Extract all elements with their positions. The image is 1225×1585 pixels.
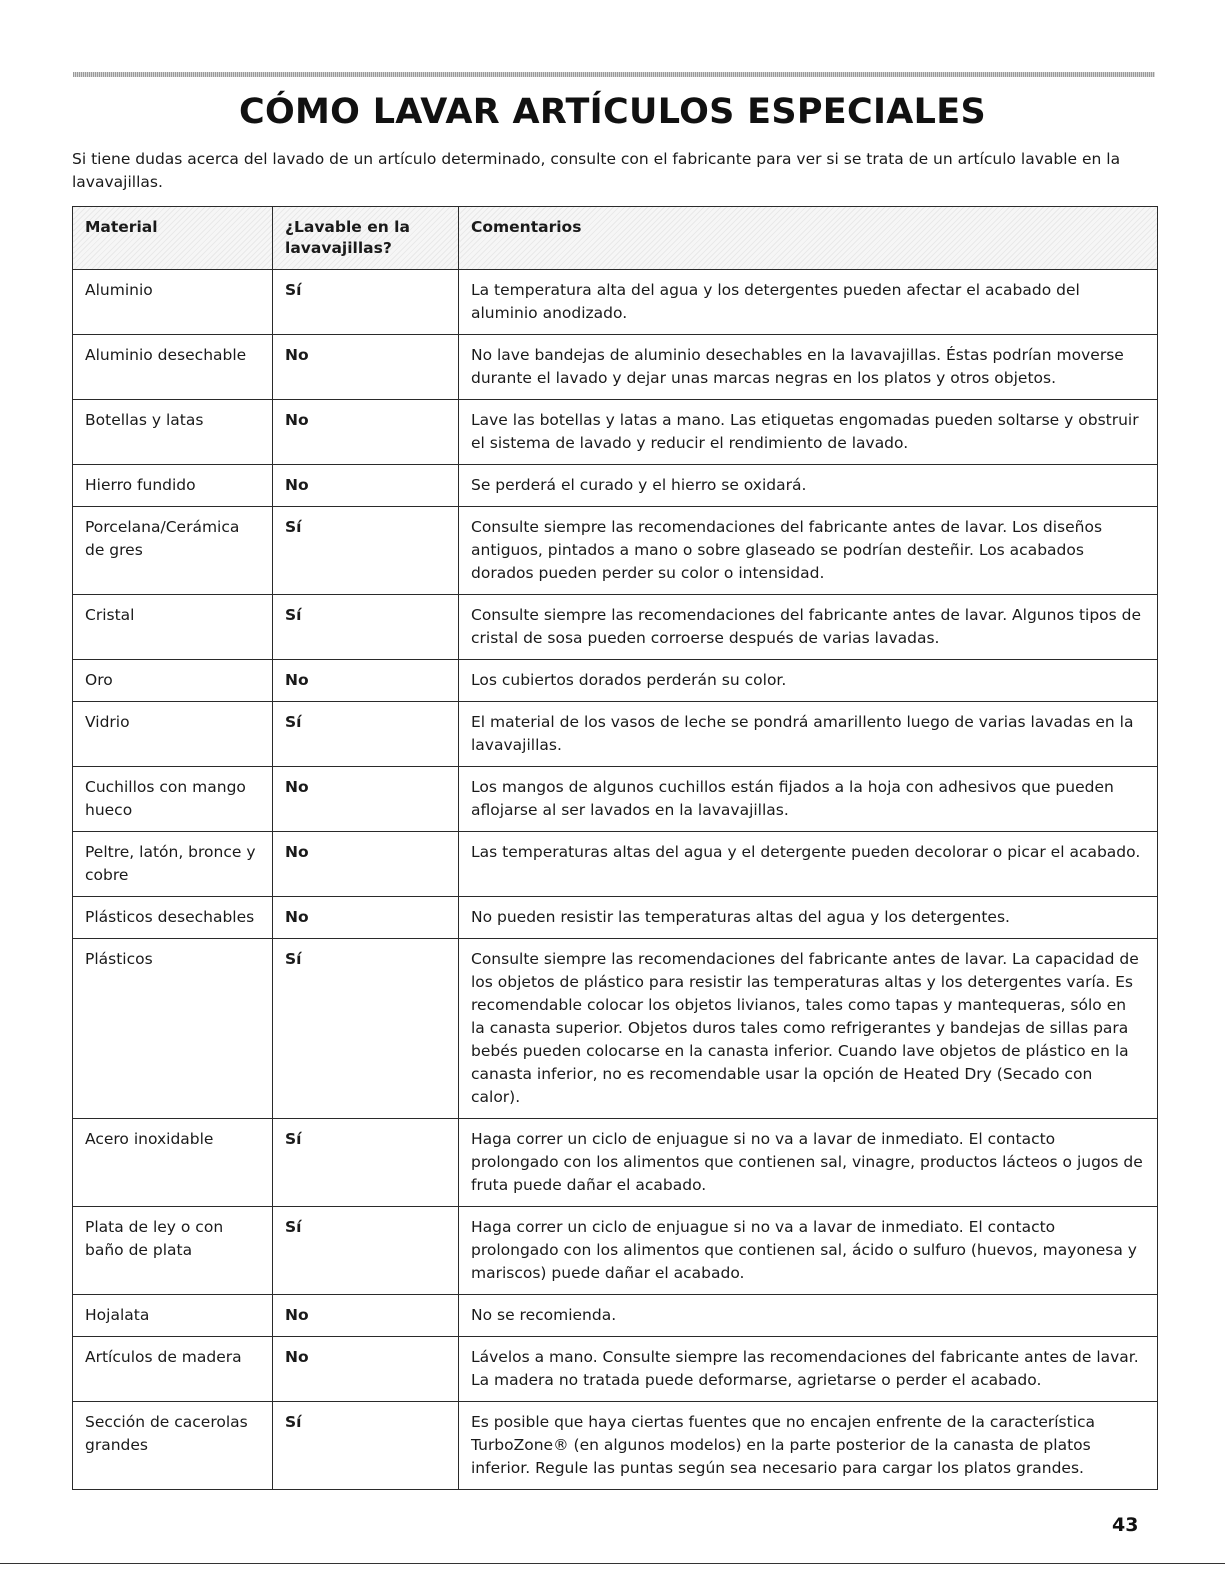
washable-cell: No (273, 832, 459, 897)
washable-cell: Sí (273, 270, 459, 335)
table-row (73, 507, 1158, 595)
header-washable: ¿Lavable en la lavavajillas? (273, 207, 459, 270)
special-items-table (72, 206, 1158, 1490)
material-cell: Hierro fundido (73, 465, 273, 507)
page-title: CÓMO LAVAR ARTÍCULOS ESPECIALES (238, 92, 987, 132)
material-cell: Aluminio desechable (73, 335, 273, 400)
table-row (73, 1337, 1158, 1402)
material-cell: Oro (73, 660, 273, 702)
material-cell: Hojalata (73, 1295, 273, 1337)
comments-cell: El material de los vasos de leche se pondrá amarillento luego de varias lavadas en la lavavajillas. (459, 702, 1158, 767)
table-header-row (73, 207, 1158, 270)
washable-cell: Sí (273, 595, 459, 660)
washable-cell: No (273, 400, 459, 465)
intro-paragraph: Si tiene dudas acerca del lavado de un artículo determinado, consulte con el fabricante para ver si se trata de un artículo lavable en la lavavajillas. (72, 150, 1121, 191)
page-number: 43 (1112, 1514, 1139, 1536)
comments-cell: Consulte siempre las recomendaciones del fabricante antes de lavar. La capacidad de los objetos de plástico para resistir las temperaturas altas y los detergentes varía. Es recomendable colocar los objetos livianos, tales como tapas y mantequeras, sólo en la canasta superior. Objetos duros tales como refrigerantes y bandejas de sillas para bebés pueden colocarse en la canasta inferior. Cuando lave objetos de plástico en la canasta inferior, no es recomendable usar la opción de Heated Dry (Secado con calor). (459, 939, 1158, 1119)
comments-cell: No lave bandejas de aluminio desechables en la lavavajillas. Éstas podrían moverse durante el lavado y dejar unas marcas negras en los platos y otros objetos. (459, 335, 1158, 400)
table-row (73, 1295, 1158, 1337)
material-cell: Aluminio (73, 270, 273, 335)
comments-cell: Lave las botellas y latas a mano. Las etiquetas engomadas pueden soltarse y obstruir el sistema de lavado y reducir el rendimiento de lavado. (459, 400, 1158, 465)
material-cell: Plásticos desechables (73, 897, 273, 939)
table-row (73, 1119, 1158, 1207)
comments-cell: No pueden resistir las temperaturas altas del agua y los detergentes. (459, 897, 1158, 939)
washable-cell: No (273, 1337, 459, 1402)
table-row (73, 1402, 1158, 1490)
comments-cell: Se perderá el curado y el hierro se oxidará. (459, 465, 1158, 507)
comments-cell: Consulte siempre las recomendaciones del fabricante antes de lavar. Algunos tipos de cristal de sosa pueden corroerse después de varias lavadas. (459, 595, 1158, 660)
material-cell: Plásticos (73, 939, 273, 1119)
comments-cell: Los cubiertos dorados perderán su color. (459, 660, 1158, 702)
washable-cell: No (273, 897, 459, 939)
comments-cell: Haga correr un ciclo de enjuague si no va a lavar de inmediato. El contacto prolongado con los alimentos que contienen sal, vinagre, productos lácteos o jugos de fruta puede dañar el acabado. (459, 1119, 1158, 1207)
washable-cell: Sí (273, 1207, 459, 1295)
bottom-rule (0, 1563, 1225, 1564)
table-row (73, 939, 1158, 1119)
table-row (73, 335, 1158, 400)
washable-cell: No (273, 465, 459, 507)
table-row (73, 595, 1158, 660)
table-row (73, 400, 1158, 465)
washable-cell: No (273, 335, 459, 400)
material-cell: Porcelana/Cerámica de gres (73, 507, 273, 595)
material-cell: Plata de ley o con baño de plata (73, 1207, 273, 1295)
table-row (73, 270, 1158, 335)
material-cell: Artículos de madera (73, 1337, 273, 1402)
comments-cell: Las temperaturas altas del agua y el detergente pueden decolorar o picar el acabado. (459, 832, 1158, 897)
table-row (73, 1207, 1158, 1295)
table-row (73, 897, 1158, 939)
material-cell: Cuchillos con mango hueco (73, 767, 273, 832)
comments-cell: Haga correr un ciclo de enjuague si no va a lavar de inmediato. El contacto prolongado con los alimentos que contienen sal, ácido o sulfuro (huevos, mayonesa y mariscos) puede dañar el acabado. (459, 1207, 1158, 1295)
header-comments: Comentarios (459, 207, 1158, 270)
table-row (73, 660, 1158, 702)
washable-cell: No (273, 767, 459, 832)
comments-cell: No se recomienda. (459, 1295, 1158, 1337)
top-rule (73, 72, 1155, 77)
washable-cell: Sí (273, 1119, 459, 1207)
material-cell: Sección de cacerolas grandes (73, 1402, 273, 1490)
table-row (73, 832, 1158, 897)
washable-cell: No (273, 660, 459, 702)
material-cell: Vidrio (73, 702, 273, 767)
comments-cell: Los mangos de algunos cuchillos están fijados a la hoja con adhesivos que pueden aflojarse al ser lavados en la lavavajillas. (459, 767, 1158, 832)
comments-cell: Lávelos a mano. Consulte siempre las recomendaciones del fabricante antes de lavar. La madera no tratada puede deformarse, agrietarse o perder el acabado. (459, 1337, 1158, 1402)
washable-cell: Sí (273, 939, 459, 1119)
washable-cell: Sí (273, 702, 459, 767)
material-cell: Peltre, latón, bronce y cobre (73, 832, 273, 897)
material-cell: Botellas y latas (73, 400, 273, 465)
table-body (73, 270, 1158, 1490)
washable-cell: No (273, 1295, 459, 1337)
material-cell: Acero inoxidable (73, 1119, 273, 1207)
header-material: Material (73, 207, 273, 270)
washable-cell: Sí (273, 1402, 459, 1490)
material-cell: Cristal (73, 595, 273, 660)
comments-cell: Es posible que haya ciertas fuentes que no encajen enfrente de la característica TurboZone® (en algunos modelos) en la parte posterior de la canasta de platos inferior. Regule las puntas según sea necesario para cargar los platos grandes. (459, 1402, 1158, 1490)
washable-cell: Sí (273, 507, 459, 595)
table-row (73, 702, 1158, 767)
table-row (73, 465, 1158, 507)
comments-cell: Consulte siempre las recomendaciones del fabricante antes de lavar. Los diseños antiguos, pintados a mano o sobre glaseado se podrían desteñir. Los acabados dorados pueden perder su color o intensidad. (459, 507, 1158, 595)
comments-cell: La temperatura alta del agua y los detergentes pueden afectar el acabado del aluminio anodizado. (459, 270, 1158, 335)
table-row (73, 767, 1158, 832)
